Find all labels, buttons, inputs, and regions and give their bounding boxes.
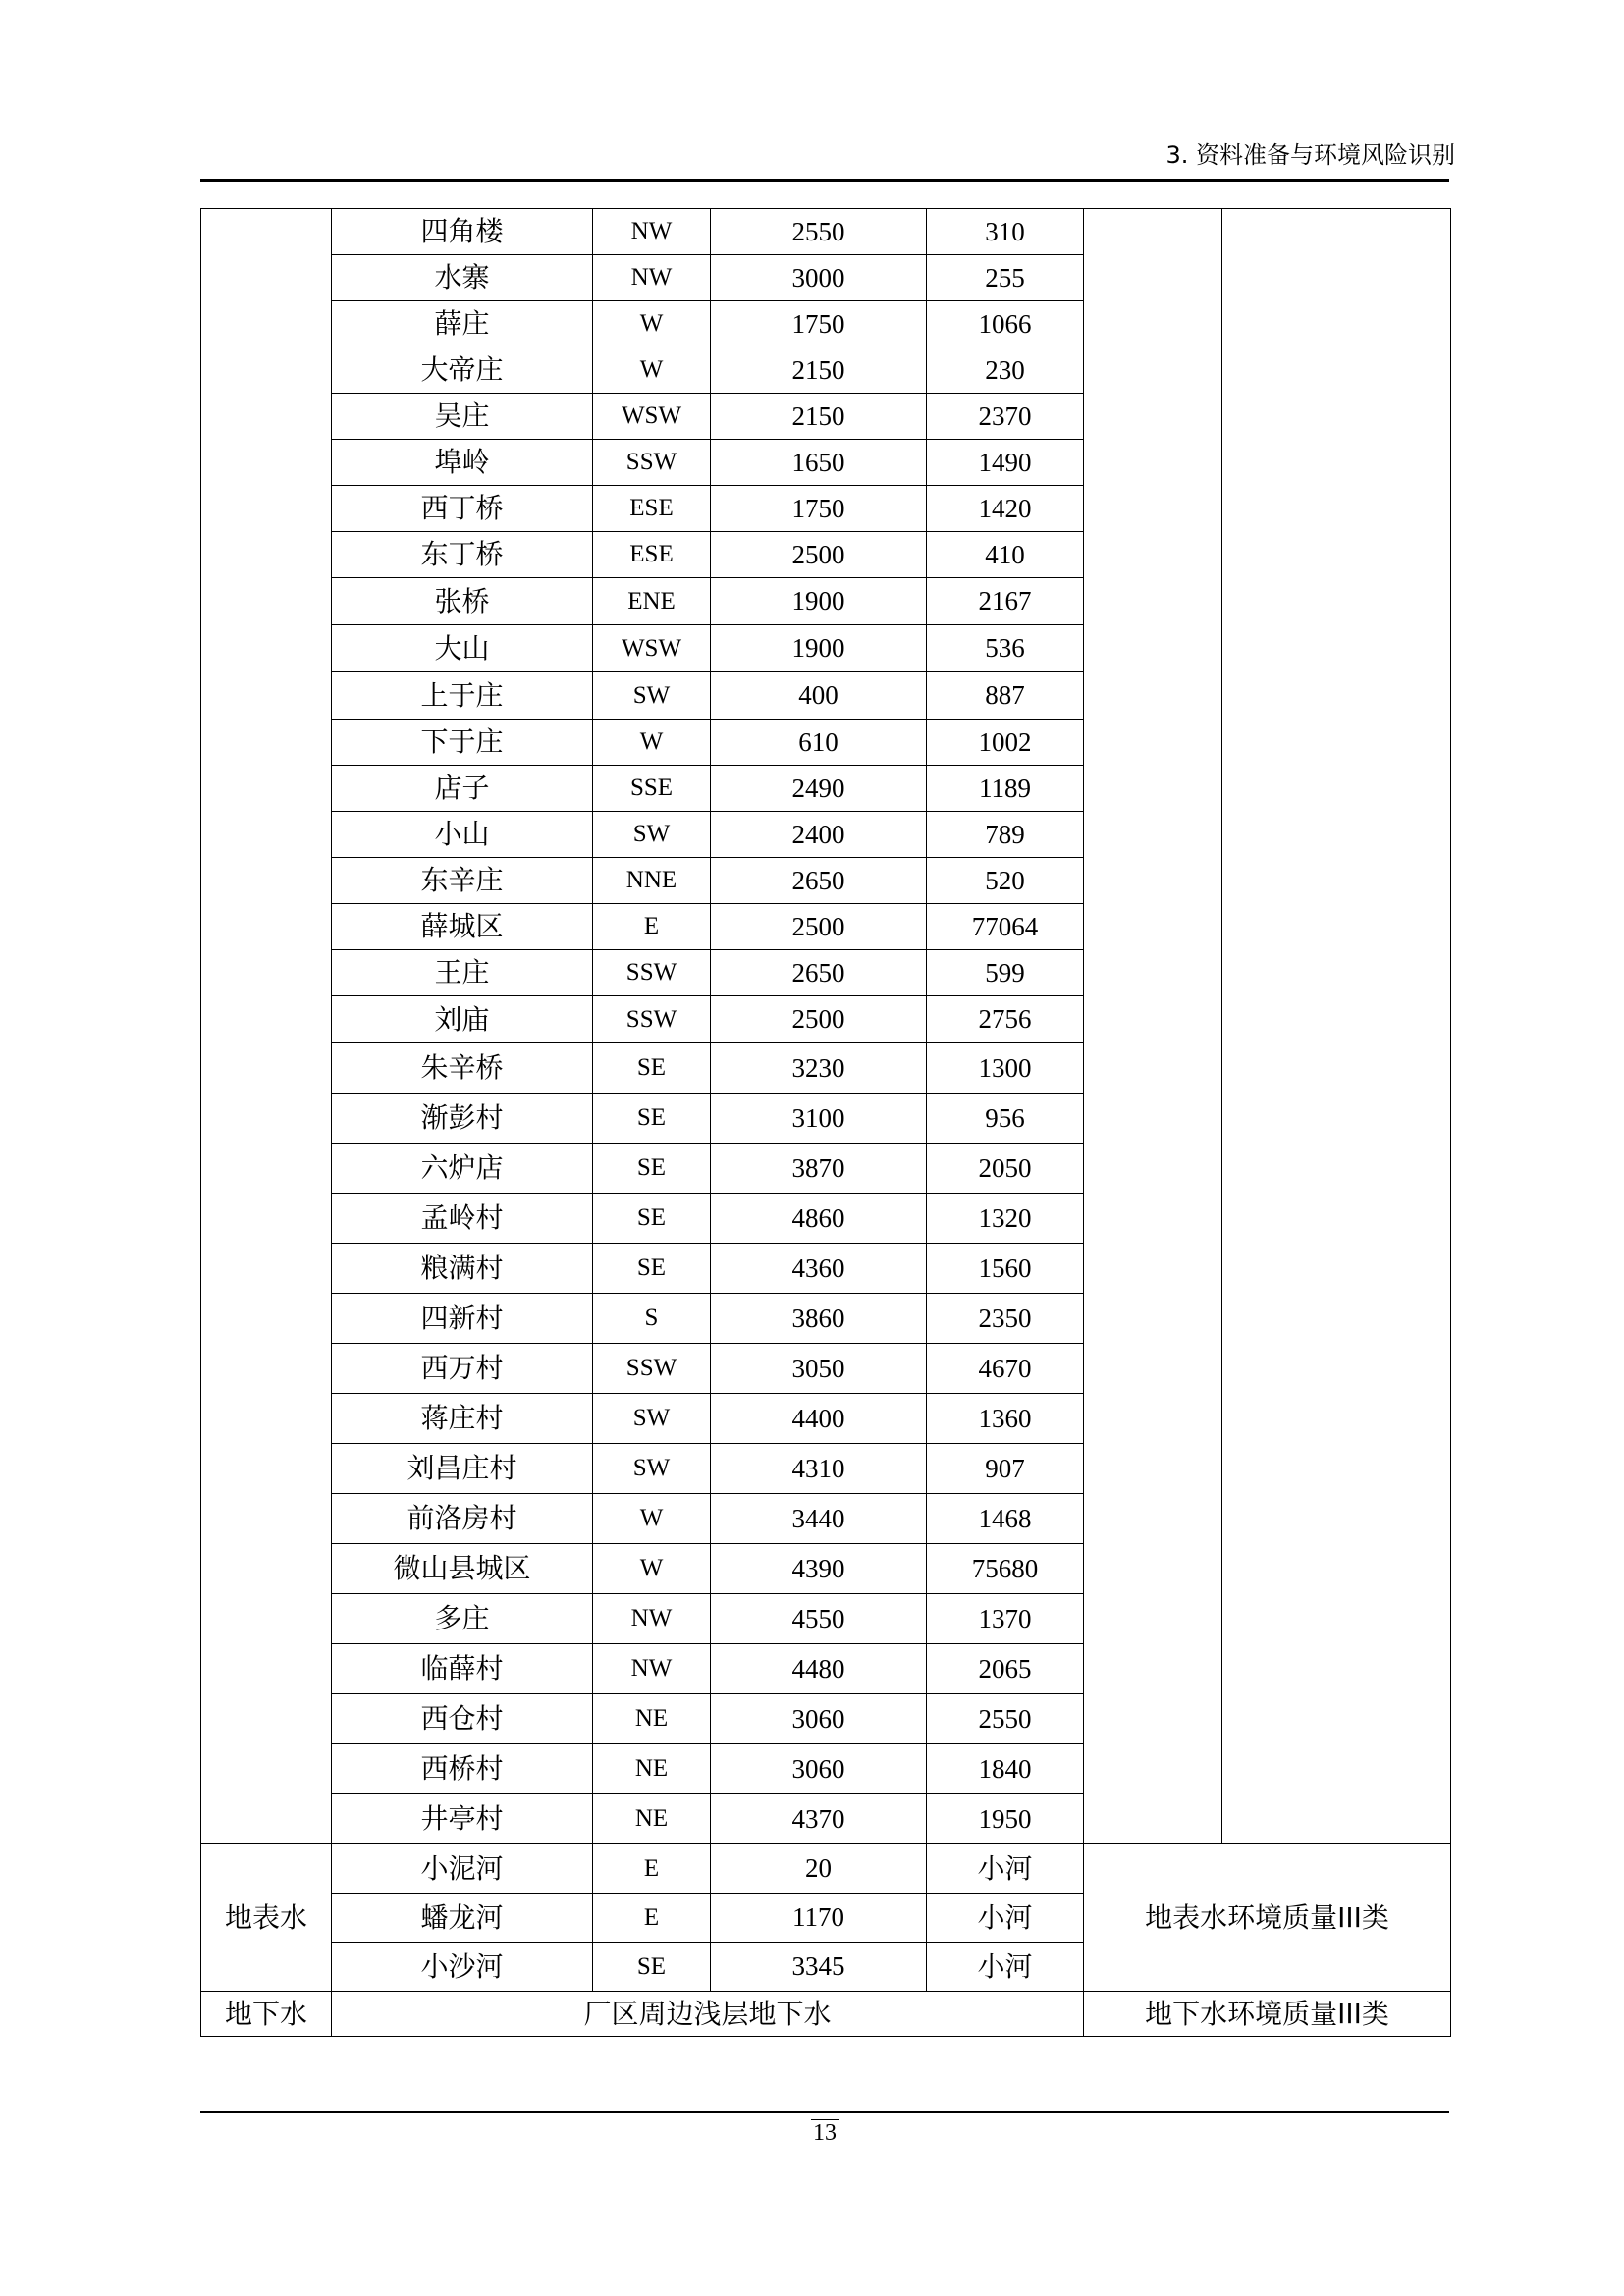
population-cell: 1189: [927, 766, 1084, 812]
village-name-cell: 水寨: [332, 255, 593, 301]
water-name-cell: 小沙河: [332, 1943, 593, 1992]
direction-cell: SW: [593, 1444, 711, 1494]
distance-cell: 20: [711, 1844, 927, 1894]
village-name-cell: 大山: [332, 625, 593, 672]
distance-cell: 3060: [711, 1694, 927, 1744]
village-name-cell: 东辛庄: [332, 858, 593, 904]
sensitive-receptor-table: [200, 208, 1451, 2037]
standard-cell-groundwater: 地下水环境质量III类: [1084, 1992, 1451, 2037]
village-name-cell: 多庄: [332, 1594, 593, 1644]
direction-cell: SE: [593, 1244, 711, 1294]
distance-cell: 3230: [711, 1043, 927, 1094]
distance-cell: 2550: [711, 209, 927, 255]
population-cell: 2550: [927, 1694, 1084, 1744]
distance-cell: 3870: [711, 1144, 927, 1194]
village-name-cell: 店子: [332, 766, 593, 812]
category-cell-groundwater: 地下水: [201, 1992, 332, 2037]
page-number: [0, 2120, 1624, 2147]
distance-cell: 3000: [711, 255, 927, 301]
distance-cell: 4860: [711, 1194, 927, 1244]
distance-cell: 1170: [711, 1894, 927, 1943]
category-cell-air: [201, 209, 332, 1844]
direction-cell: SW: [593, 1394, 711, 1444]
village-name-cell: 粮满村: [332, 1244, 593, 1294]
direction-cell: NW: [593, 209, 711, 255]
direction-cell: WSW: [593, 394, 711, 440]
village-name-cell: 东丁桥: [332, 532, 593, 578]
empty-cell-a: [1084, 209, 1222, 1844]
village-name-cell: 薛城区: [332, 904, 593, 950]
distance-cell: 4390: [711, 1544, 927, 1594]
population-cell: 1840: [927, 1744, 1084, 1794]
standard-cell-surface-water: 地表水环境质量III类: [1084, 1844, 1451, 1992]
direction-cell: NW: [593, 255, 711, 301]
village-name-cell: 孟岭村: [332, 1194, 593, 1244]
population-cell: 4670: [927, 1344, 1084, 1394]
distance-cell: 3060: [711, 1744, 927, 1794]
empty-cell-b: [1222, 209, 1451, 1844]
village-name-cell: 蒋庄村: [332, 1394, 593, 1444]
village-name-cell: 吴庄: [332, 394, 593, 440]
table-row-surface-water-1: [201, 1844, 1451, 1894]
village-name-cell: 渐彭村: [332, 1094, 593, 1144]
village-name-cell: 张桥: [332, 578, 593, 625]
direction-cell: SE: [593, 1094, 711, 1144]
water-name-cell: 小泥河: [332, 1844, 593, 1894]
distance-cell: 400: [711, 672, 927, 720]
population-cell: 1490: [927, 440, 1084, 486]
direction-cell: NW: [593, 1644, 711, 1694]
population-cell: 255: [927, 255, 1084, 301]
direction-cell: SE: [593, 1943, 711, 1992]
village-name-cell: 井亭村: [332, 1794, 593, 1844]
distance-cell: 1750: [711, 486, 927, 532]
village-name-cell: 朱辛桥: [332, 1043, 593, 1094]
direction-cell: S: [593, 1294, 711, 1344]
direction-cell: SW: [593, 672, 711, 720]
population-cell: 520: [927, 858, 1084, 904]
header-rule: [200, 179, 1449, 182]
population-cell: 2756: [927, 996, 1084, 1043]
direction-cell: WSW: [593, 625, 711, 672]
category-cell-surface-water: 地表水: [201, 1844, 332, 1992]
distance-cell: 3100: [711, 1094, 927, 1144]
distance-cell: 3440: [711, 1494, 927, 1544]
population-cell: 956: [927, 1094, 1084, 1144]
direction-cell: NE: [593, 1694, 711, 1744]
population-cell: 2065: [927, 1644, 1084, 1694]
distance-cell: 610: [711, 720, 927, 766]
distance-cell: 4480: [711, 1644, 927, 1694]
table-row: [201, 209, 1451, 255]
village-name-cell: 埠岭: [332, 440, 593, 486]
direction-cell: SE: [593, 1194, 711, 1244]
village-name-cell: 西仓村: [332, 1694, 593, 1744]
distance-cell: 2150: [711, 394, 927, 440]
section-title: 3. 资料准备与环境风险识别: [1165, 141, 1455, 169]
distance-cell: 3860: [711, 1294, 927, 1344]
village-name-cell: 六炉店: [332, 1144, 593, 1194]
village-name-cell: 四新村: [332, 1294, 593, 1344]
distance-cell: 1750: [711, 301, 927, 347]
direction-cell: W: [593, 1544, 711, 1594]
population-cell: 1002: [927, 720, 1084, 766]
village-name-cell: 西万村: [332, 1344, 593, 1394]
page-number-label: 13: [813, 2120, 837, 2146]
scale-cell: 小河: [927, 1894, 1084, 1943]
direction-cell: SE: [593, 1144, 711, 1194]
direction-cell: SE: [593, 1043, 711, 1094]
population-cell: 1468: [927, 1494, 1084, 1544]
population-cell: 2167: [927, 578, 1084, 625]
direction-cell: E: [593, 904, 711, 950]
water-name-cell: 蟠龙河: [332, 1894, 593, 1943]
village-name-cell: 四角楼: [332, 209, 593, 255]
direction-cell: NNE: [593, 858, 711, 904]
population-cell: 887: [927, 672, 1084, 720]
direction-cell: NE: [593, 1794, 711, 1844]
village-name-cell: 临薛村: [332, 1644, 593, 1694]
village-name-cell: 上于庄: [332, 672, 593, 720]
direction-cell: SW: [593, 812, 711, 858]
table-body: [201, 209, 1451, 2037]
distance-cell: 2650: [711, 858, 927, 904]
population-cell: 230: [927, 347, 1084, 394]
direction-cell: W: [593, 301, 711, 347]
distance-cell: 2150: [711, 347, 927, 394]
distance-cell: 2400: [711, 812, 927, 858]
population-cell: 1370: [927, 1594, 1084, 1644]
population-cell: 907: [927, 1444, 1084, 1494]
village-name-cell: 微山县城区: [332, 1544, 593, 1594]
table-row-groundwater: [201, 1992, 1451, 2037]
population-cell: 1420: [927, 486, 1084, 532]
distance-cell: 2500: [711, 532, 927, 578]
direction-cell: E: [593, 1894, 711, 1943]
village-name-cell: 刘庙: [332, 996, 593, 1043]
village-name-cell: 下于庄: [332, 720, 593, 766]
scale-cell: 小河: [927, 1844, 1084, 1894]
direction-cell: ESE: [593, 486, 711, 532]
direction-cell: SSW: [593, 1344, 711, 1394]
village-name-cell: 西桥村: [332, 1744, 593, 1794]
population-cell: 599: [927, 950, 1084, 996]
population-cell: 2050: [927, 1144, 1084, 1194]
population-cell: 1066: [927, 301, 1084, 347]
distance-cell: 2500: [711, 904, 927, 950]
village-name-cell: 前洛房村: [332, 1494, 593, 1544]
direction-cell: ESE: [593, 532, 711, 578]
population-cell: 1560: [927, 1244, 1084, 1294]
footer-rule: [200, 2111, 1449, 2113]
village-name-cell: 王庄: [332, 950, 593, 996]
direction-cell: SSE: [593, 766, 711, 812]
distance-cell: 1650: [711, 440, 927, 486]
direction-cell: W: [593, 347, 711, 394]
distance-cell: 4360: [711, 1244, 927, 1294]
village-name-cell: 薛庄: [332, 301, 593, 347]
village-name-cell: 西丁桥: [332, 486, 593, 532]
direction-cell: E: [593, 1844, 711, 1894]
direction-cell: W: [593, 1494, 711, 1544]
distance-cell: 4310: [711, 1444, 927, 1494]
direction-cell: NE: [593, 1744, 711, 1794]
population-cell: 2350: [927, 1294, 1084, 1344]
direction-cell: NW: [593, 1594, 711, 1644]
population-cell: 789: [927, 812, 1084, 858]
population-cell: 77064: [927, 904, 1084, 950]
direction-cell: W: [593, 720, 711, 766]
population-cell: 75680: [927, 1544, 1084, 1594]
population-cell: 1300: [927, 1043, 1084, 1094]
village-name-cell: 大帝庄: [332, 347, 593, 394]
distance-cell: 4400: [711, 1394, 927, 1444]
direction-cell: SSW: [593, 996, 711, 1043]
direction-cell: SSW: [593, 950, 711, 996]
distance-cell: 2650: [711, 950, 927, 996]
population-cell: 310: [927, 209, 1084, 255]
distance-cell: 3345: [711, 1943, 927, 1992]
distance-cell: 4550: [711, 1594, 927, 1644]
population-cell: 410: [927, 532, 1084, 578]
population-cell: 1360: [927, 1394, 1084, 1444]
village-name-cell: 刘昌庄村: [332, 1444, 593, 1494]
distance-cell: 4370: [711, 1794, 927, 1844]
scale-cell: 小河: [927, 1943, 1084, 1992]
population-cell: 536: [927, 625, 1084, 672]
population-cell: 2370: [927, 394, 1084, 440]
distance-cell: 1900: [711, 625, 927, 672]
village-name-cell: 小山: [332, 812, 593, 858]
distance-cell: 1900: [711, 578, 927, 625]
distance-cell: 2490: [711, 766, 927, 812]
groundwater-description-cell: 厂区周边浅层地下水: [332, 1992, 1084, 2037]
direction-cell: SSW: [593, 440, 711, 486]
distance-cell: 2500: [711, 996, 927, 1043]
direction-cell: ENE: [593, 578, 711, 625]
distance-cell: 3050: [711, 1344, 927, 1394]
population-cell: 1320: [927, 1194, 1084, 1244]
population-cell: 1950: [927, 1794, 1084, 1844]
